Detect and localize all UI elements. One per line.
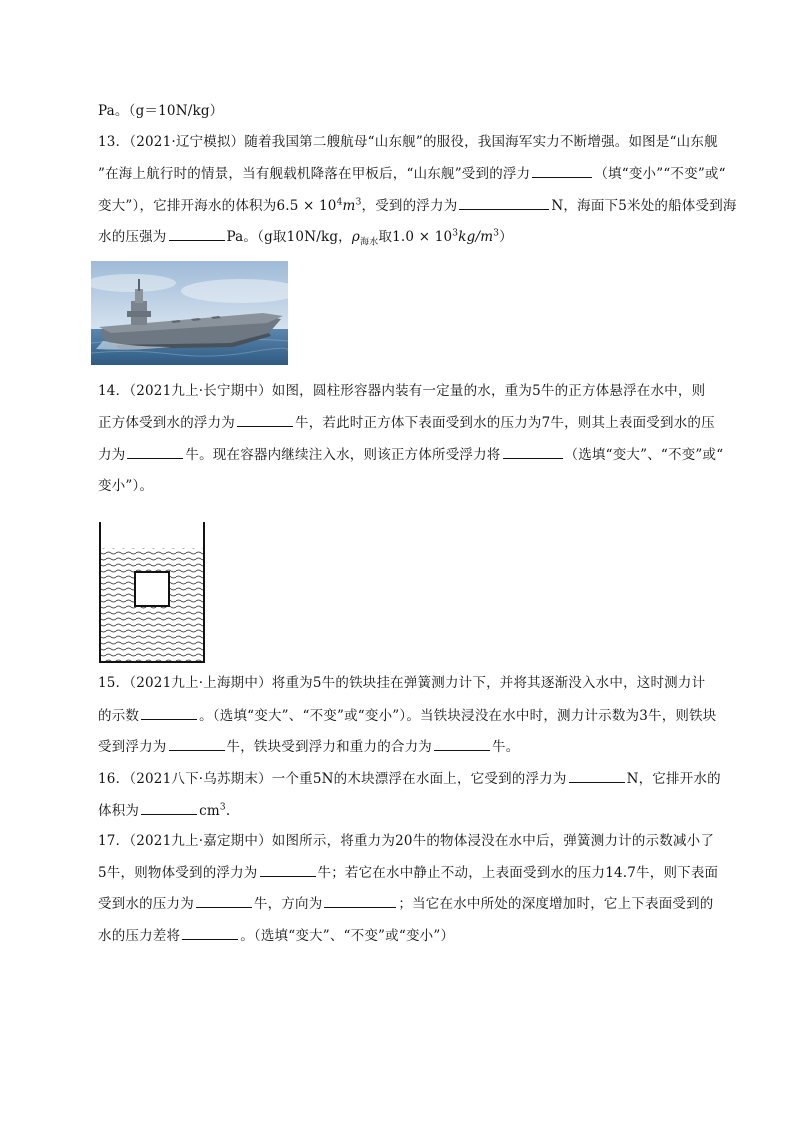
q15-blank-buoyant-force[interactable] (169, 736, 225, 751)
q12-tail (98, 101, 728, 121)
q14-blank-top-force[interactable] (127, 444, 183, 459)
q13-text-3a: 变大”），它排开海水的体积为 (98, 198, 277, 214)
q15-text-3a: 受到浮力为 (98, 739, 167, 755)
q16-text-2a: 体积为 (98, 803, 140, 819)
q16-blank-buoyant-force[interactable] (569, 768, 625, 783)
q16-line-1 (98, 768, 728, 789)
q17-blank-buoyant-force[interactable] (260, 862, 316, 877)
q13-text-3c: N，海面下5米处的船体受到海 (551, 198, 737, 214)
q17-blank-bottom-force[interactable] (196, 893, 252, 908)
q14-text-3c: （选填“变大”、“不变”或“ (564, 447, 724, 463)
q14-text-2a: 正方体受到水的浮力为 (98, 415, 235, 431)
q16-blank-volume[interactable] (141, 800, 197, 815)
cylinder-container-diagram (96, 520, 208, 666)
q15-text-3b: 牛，铁块受到浮力和重力的合力为 (226, 739, 432, 755)
q14-line-2 (98, 412, 728, 433)
q13-line-3 (98, 195, 737, 216)
aircraft-carrier-photo (91, 261, 288, 365)
q14-blank-buoyancy-change[interactable] (503, 444, 563, 459)
q14-text-3b: 牛。现在容器内继续注入水，则该正方体所受浮力将 (185, 447, 501, 463)
q17-line-1 (98, 831, 728, 851)
q14-text-4: 变小”）。 (98, 478, 154, 494)
q13-text-1: 13．（2021·辽宁模拟）随着我国第二艘航母“山东舰”的服役，我国海军实力不断增强。如图是“山东舰 (98, 134, 718, 150)
q17-text-2a: 5牛，则物体受到的浮力为 (98, 865, 258, 881)
q14-text-3a: 力为 (98, 447, 126, 463)
q13-line-2 (98, 163, 728, 184)
q17-blank-force-difference[interactable] (182, 925, 238, 940)
suspended-cube (135, 572, 169, 606)
q13-text-3b: ，受到的浮力为 (361, 198, 458, 214)
q13-text-4c: ） (499, 229, 513, 245)
q14-text-2b: 牛，若此时正方体下表面受到水的压力为7牛，则其上表面受到水的压 (295, 415, 715, 431)
q17-text-4b: 。（选填“变大”、“不变”或“变小”） (240, 928, 455, 944)
q13-text-4a: 水的压强为 (98, 229, 167, 245)
q13-text-2b: （填“变小”“不变”或“ (594, 166, 726, 182)
q17-text-4a: 水的压力差将 (98, 928, 181, 944)
q13-text-4b: Pa。（g取10N/kg， (226, 229, 352, 245)
q16-text-2b: cm (199, 803, 220, 819)
q14-text-1: 14．（2021九上·长宁期中）如图，圆柱形容器内装有一定量的水，重为5牛的正方体悬浮在水中，则 (98, 383, 706, 399)
q17-line-2 (98, 862, 728, 883)
q14-line-4 (98, 476, 728, 496)
q17-text-3b: 牛，方向为 (253, 896, 323, 912)
q13-volume-value: $6.5 \times 10^4m^3$ (276, 197, 362, 214)
q17-blank-direction[interactable] (324, 893, 396, 908)
q14-line-1 (98, 381, 728, 401)
q16-unit-exp: 3 (219, 802, 226, 813)
q16-text-1b: N，它排开水的 (626, 771, 721, 787)
q15-text-2a: 的示数 (98, 708, 140, 724)
q17-text-2b: 牛；若它在水中静止不动，上表面受到水的压力14.7牛，则下表面 (317, 865, 719, 881)
q17-line-3 (98, 893, 728, 914)
q17-text-3c: ；当它在水中所处的深度增加时，它上下表面受到的 (398, 896, 714, 912)
q17-text-3a: 受到水的压力为 (98, 896, 194, 912)
q13-blank-buoyant-force[interactable] (459, 195, 549, 210)
q15-line-1 (98, 673, 728, 693)
q15-line-3 (98, 736, 728, 757)
q15-text-2b: 。（选填“变大”、“不变”或“变小”）。当铁块浸没在水中时，测力计示数为3牛，则铁块 (199, 708, 717, 724)
q17-text-1: 17．（2021九上·嘉定期中）如图所示，将重力为20牛的物体浸没在水中后，弹簧测力计的示数减小了 (98, 833, 715, 849)
q16-text-2c: . (225, 803, 231, 819)
q14-blank-buoyant-force[interactable] (237, 412, 293, 427)
q16-line-2 (98, 800, 728, 821)
q15-line-2 (98, 705, 728, 726)
q13-text-2a: ”在海上航行时的情景，当有舰载机降落在甲板后，“山东舰”受到的浮力 (98, 166, 531, 182)
q15-text-1: 15．（2021九上·上海期中）将重为5牛的铁块挂在弹簧测力计下，并将其逐渐没入水中，这时测力计 (98, 675, 706, 691)
q13-blank-buoyancy-change[interactable] (532, 163, 592, 178)
q12-tail-text: Pa。（g＝10N/kg） (98, 103, 224, 119)
q13-line-1 (98, 132, 728, 152)
q14-line-3 (98, 444, 728, 465)
q13-line-4 (98, 226, 728, 247)
q15-blank-net-force[interactable] (434, 736, 490, 751)
q15-text-3c: 牛。 (492, 739, 520, 755)
q15-blank-reading-change[interactable] (141, 705, 197, 720)
q16-text-1a: 16．（2021八下·乌苏期末）一个重5N的木块漂浮在水面上，它受到的浮力为 (98, 771, 567, 787)
q17-line-4 (98, 925, 728, 946)
q13-blank-pressure[interactable] (169, 226, 225, 241)
q13-density-formula: $\rho_{海水}$取$1.0 \times 10^3kg/m^3$ (351, 228, 500, 248)
